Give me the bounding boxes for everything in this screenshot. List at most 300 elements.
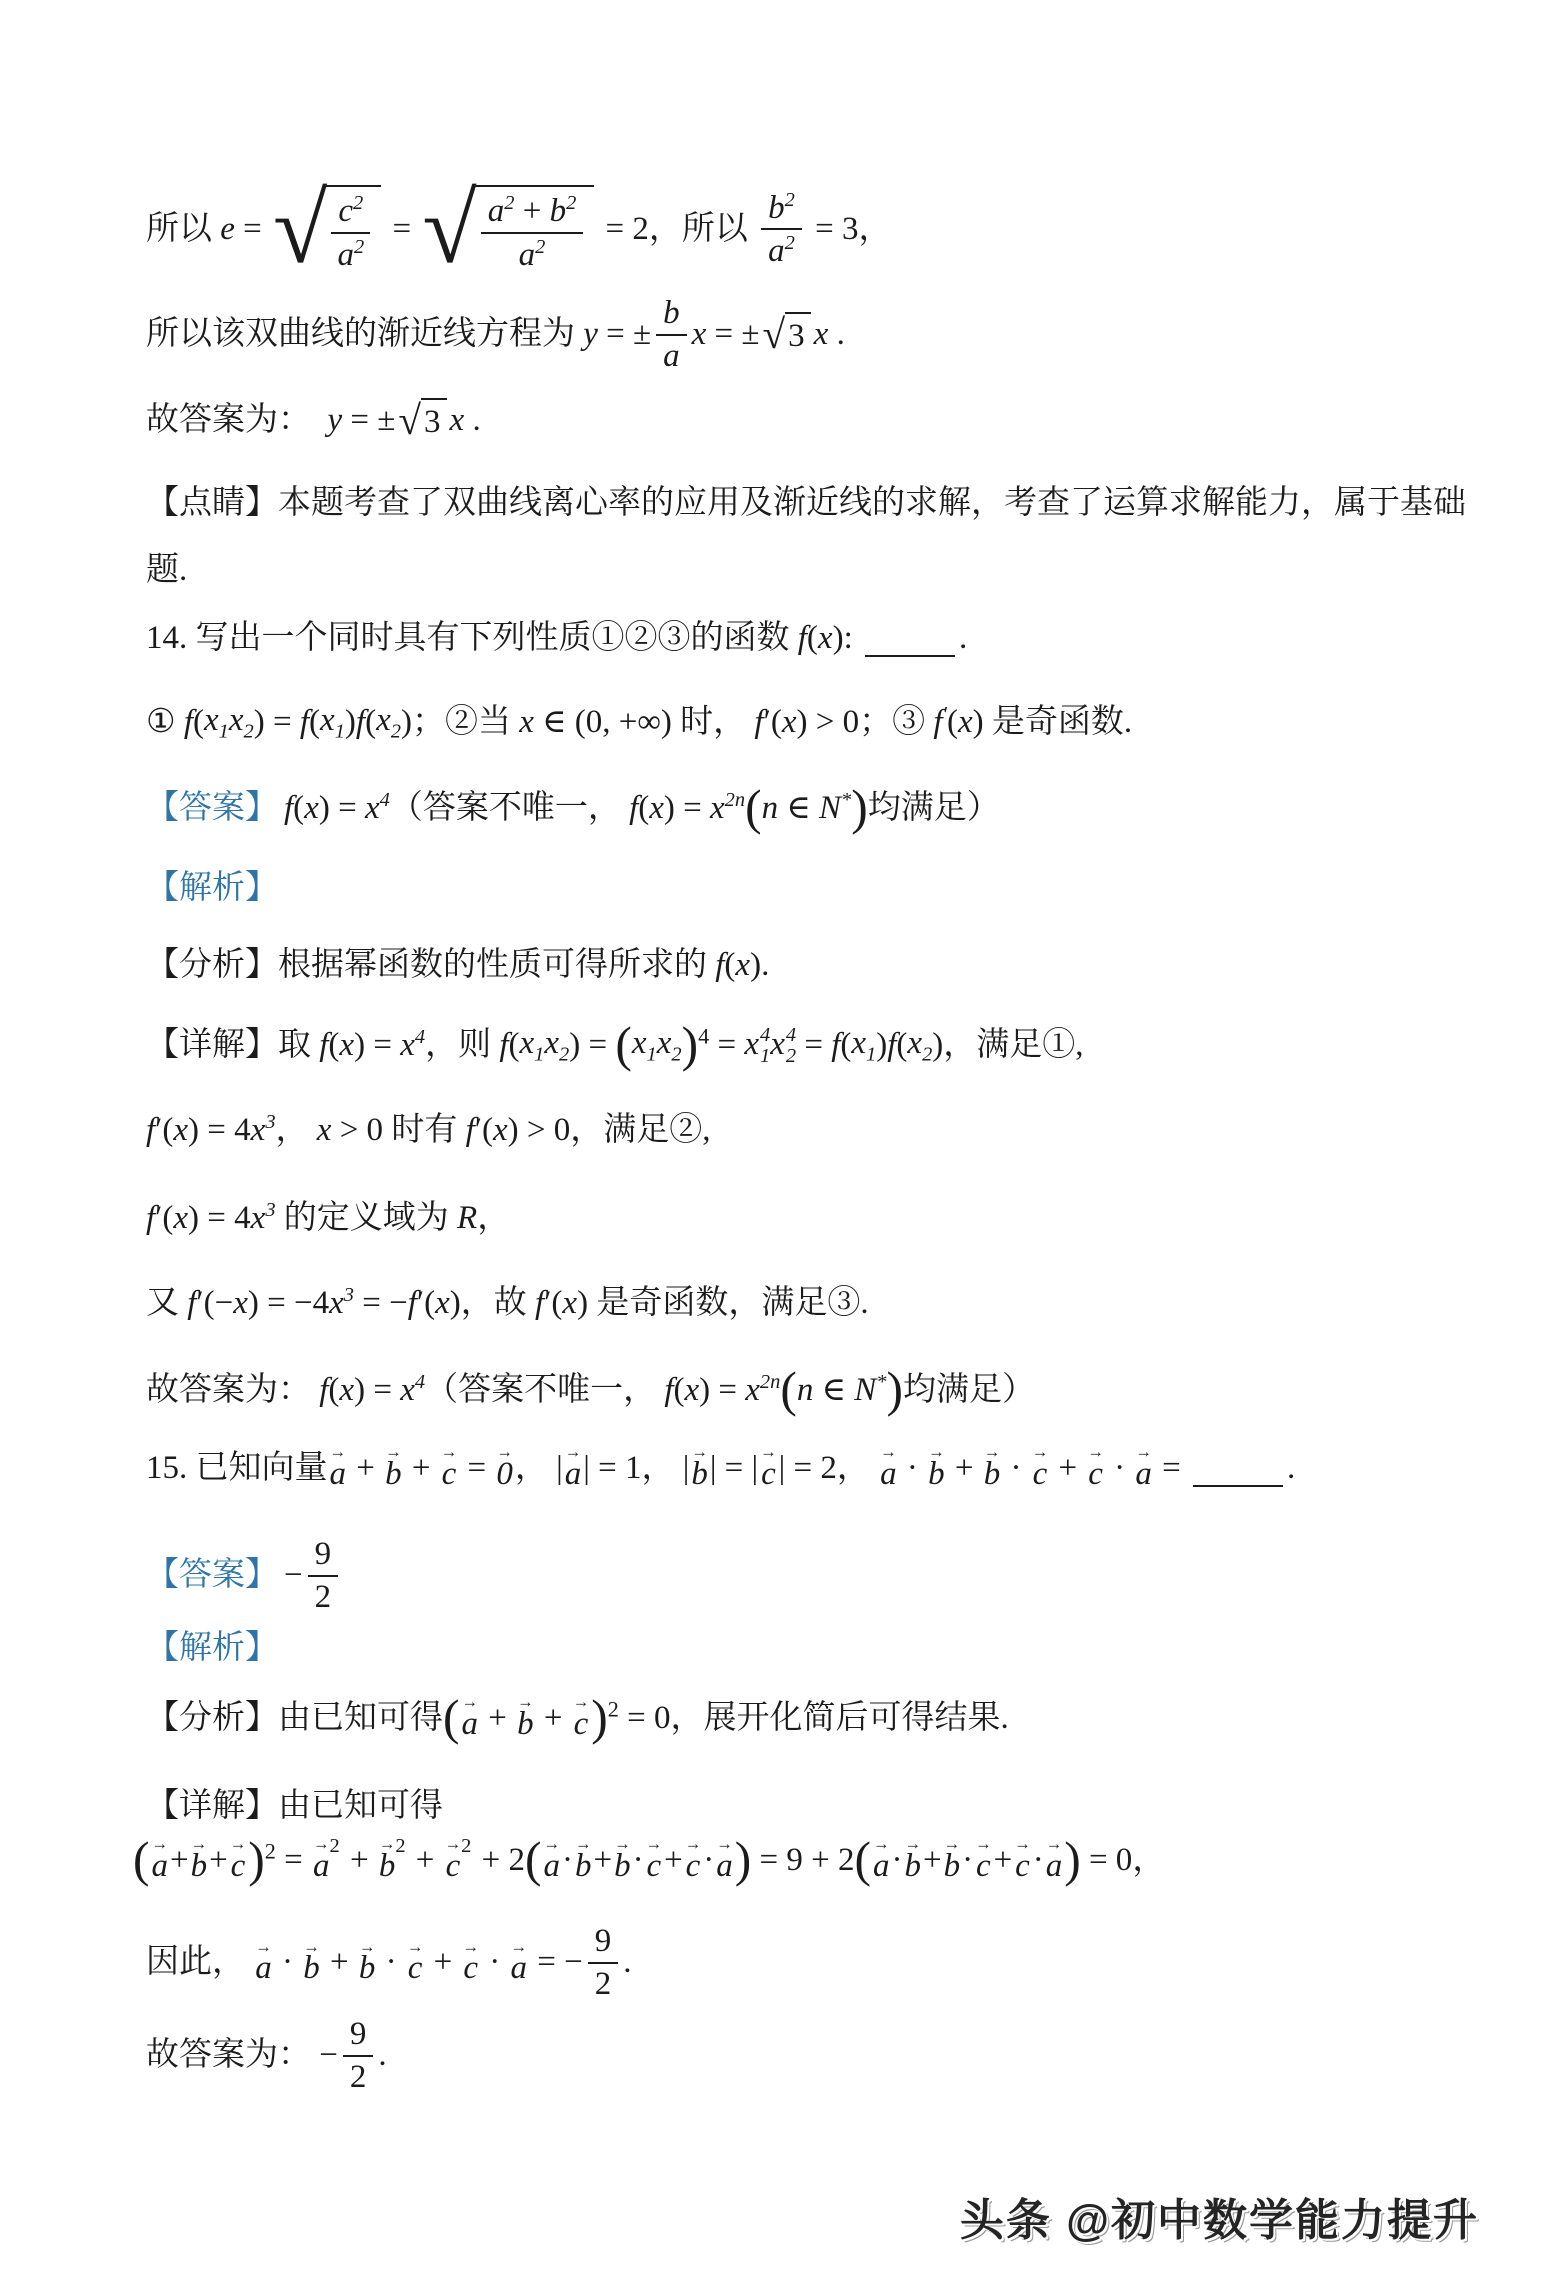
math-op: | <box>682 1449 690 1486</box>
vector: → c <box>440 1442 458 1492</box>
math-op: ) <box>344 703 356 740</box>
math-op: + <box>341 1841 377 1878</box>
vector: → b $^2$ <box>378 1834 406 1884</box>
math-op: )$^2$ <box>591 1690 619 1745</box>
text: 题. <box>146 552 188 588</box>
math-op: ∈ <box>778 789 820 826</box>
vector: → b <box>614 1834 631 1884</box>
math-var: $x^4$ <box>400 1370 426 1408</box>
math-op: = 0 <box>618 1699 671 1736</box>
vector: → b <box>943 1834 961 1884</box>
math-op: ( <box>673 1371 685 1408</box>
math-op: ) > 0 <box>796 703 860 740</box>
text: 【点睛】本题考查了双曲线离心率的应用及渐近线的求解，考查了运算求解能力，属于基础 <box>146 485 1466 521</box>
math-var: f <box>319 1026 329 1063</box>
section-label: 【解析】 <box>146 1630 278 1666</box>
math-var: x <box>173 1112 189 1148</box>
vector: → b <box>190 1834 208 1884</box>
math-op: + <box>1050 1449 1086 1486</box>
text: （答案不唯一， <box>425 1371 665 1408</box>
math-op: + <box>514 193 550 229</box>
line-dianjing-cont <box>146 550 187 591</box>
q14-xiangjie-1 <box>146 1017 1084 1073</box>
text: 均满足） <box>902 1371 1035 1408</box>
math-var: $x^4$ <box>400 1025 426 1063</box>
text: ， <box>641 1449 683 1486</box>
math-var: $a^2$ <box>337 235 365 273</box>
vector: → a <box>872 1834 890 1884</box>
math-op: = 2 <box>597 210 649 247</box>
math-var: f <box>664 1371 674 1408</box>
math-op: ) = −4 <box>247 1285 330 1321</box>
math-op: + <box>425 1944 461 1981</box>
math-op: = 0 <box>1080 1841 1133 1878</box>
math-op: · <box>891 1841 903 1878</box>
vector: → b <box>575 1834 592 1884</box>
text: ，展开化简后可得结果. <box>670 1699 1009 1736</box>
q14-conditions <box>146 700 1132 745</box>
text: 是奇函数，满足③. <box>588 1285 869 1321</box>
math-var: x <box>691 316 707 353</box>
math-op: ) <box>734 1832 752 1887</box>
math-var: f <box>355 703 366 740</box>
math-op: ( <box>525 1832 542 1887</box>
math-op: ) > 0 <box>507 1112 571 1148</box>
math-var: f <box>319 1371 329 1408</box>
q14-xiangjie-4 <box>146 1283 869 1324</box>
q15-xiangjie-label <box>146 1786 443 1827</box>
math-op: · <box>632 1841 644 1878</box>
math-op: 2 <box>594 1965 612 2002</box>
watermark: 头条 @初中数学能力提升 <box>959 2196 1479 2245</box>
math-op: ′( <box>155 1112 174 1148</box>
math-op: ) = 4 <box>188 1200 251 1236</box>
radical: √ 3 <box>763 312 811 357</box>
math-op: ( <box>328 1371 340 1408</box>
math-var: x <box>957 703 973 740</box>
text: 【详解】取 <box>146 1026 320 1063</box>
math-op: ′( <box>155 1200 174 1236</box>
vector: → c <box>975 1834 992 1884</box>
math-op: + <box>321 1944 357 1981</box>
math-op: · <box>1032 1841 1044 1878</box>
math-var: y <box>327 402 343 438</box>
text: ① <box>146 703 184 740</box>
math-var: x <box>339 1371 355 1408</box>
vector: → c <box>684 1834 702 1884</box>
math-var: $x^{2n}$ <box>745 1370 781 1408</box>
math-var: $x^3$ <box>250 1111 276 1148</box>
math-var: f <box>797 620 807 656</box>
vector: → a <box>543 1834 560 1884</box>
text: ，则 <box>425 1026 500 1063</box>
math-var: f <box>831 1026 841 1063</box>
math-op: 2 <box>724 788 735 811</box>
text: 故答案为： <box>146 402 328 438</box>
math-var: f <box>754 703 764 740</box>
text: 又 <box>146 1285 188 1321</box>
q14-final-answer <box>146 1362 1035 1417</box>
math-op: · <box>703 1841 715 1878</box>
text: 所以 <box>146 210 221 247</box>
line-answer-asymptote <box>146 398 481 443</box>
text: ，故 <box>460 1285 536 1321</box>
math-var: n <box>734 788 746 811</box>
q14-fenxi <box>146 945 769 986</box>
math-var: x <box>684 1371 700 1408</box>
text: . <box>623 1944 632 1981</box>
math-op: ′( <box>763 703 782 740</box>
text: 故答案为： <box>146 1371 320 1408</box>
math-op: − <box>319 2037 338 2074</box>
text: 【分析】由已知可得 <box>146 1699 443 1736</box>
text: 的定义域为 <box>275 1200 458 1236</box>
vector: → a <box>716 1834 733 1884</box>
text: ， <box>1132 1841 1166 1878</box>
math-var: e <box>220 210 235 247</box>
q15-expansion <box>133 1832 1166 1887</box>
section-label: 【答案】 <box>146 1557 278 1594</box>
vector: → c <box>572 1692 590 1742</box>
math-var: $x_2$ <box>907 1025 933 1066</box>
math-var: $a^2$ <box>518 235 546 273</box>
q15-final-answer <box>146 2016 387 2096</box>
fraction <box>761 189 802 271</box>
answer-blank <box>1193 1450 1283 1487</box>
math-op: ( <box>638 789 650 826</box>
text: ， <box>477 1200 511 1236</box>
math-op: ) <box>750 947 762 983</box>
math-var: f <box>284 789 294 826</box>
math-var: $c^2$ <box>338 192 364 229</box>
math-var: a <box>663 337 680 374</box>
math-op: )$^2$ <box>248 1832 276 1887</box>
q14-xiangjie-3 <box>146 1198 510 1239</box>
text: 所以该双曲线的渐近线方程为 <box>146 316 584 353</box>
text: 因此， <box>146 1944 254 1981</box>
math-op: 3 <box>788 318 805 355</box>
math-op: · <box>562 1841 573 1878</box>
math-op: ) = <box>354 1371 401 1408</box>
vector: → c <box>406 1936 424 1987</box>
math-op: ( <box>780 1362 797 1417</box>
vector: → c <box>760 1442 777 1492</box>
math-op: ( <box>193 703 205 740</box>
vector: → a <box>510 1936 527 1987</box>
text: 15. 已知向量 <box>146 1449 328 1486</box>
q14-stem <box>146 618 967 659</box>
text: ， <box>836 1449 879 1486</box>
math-var: $x_1$ <box>204 702 229 743</box>
math-op: ( <box>328 1026 340 1063</box>
math-op: · <box>377 1944 405 1981</box>
vector: → b <box>928 1442 945 1492</box>
math-op: = 3 <box>806 210 859 247</box>
math-var: f′ <box>933 702 947 740</box>
math-op: ∈ (0, +∞) <box>533 703 672 740</box>
text: ， <box>858 210 892 247</box>
math-op: = <box>1153 1449 1189 1486</box>
math-op: 9 <box>314 1536 332 1572</box>
fraction <box>588 1923 619 2003</box>
math-var: n <box>761 789 779 826</box>
math-op: ) <box>851 780 868 835</box>
vector: → a <box>329 1442 346 1492</box>
text: . <box>378 2037 387 2074</box>
math-op: · <box>1002 1449 1030 1486</box>
math-op: ′( <box>544 1285 563 1321</box>
text: 时有 <box>383 1112 466 1148</box>
math-var: f <box>407 1285 417 1321</box>
vector: → c <box>229 1834 247 1884</box>
text: 14. 写出一个同时具有下列性质①②③的函数 <box>146 620 798 656</box>
math-op: ) <box>886 1362 903 1417</box>
math-op: ) = <box>569 1026 616 1063</box>
math-var: x <box>813 316 829 353</box>
math-var: x <box>173 1200 189 1236</box>
math-var: x <box>233 1285 248 1321</box>
radical: √ 3 <box>398 398 446 443</box>
math-op: = <box>234 210 271 247</box>
math-var: x 4 1 <box>744 1023 771 1068</box>
vector: → b <box>517 1692 534 1742</box>
math-op: ) <box>932 1026 944 1063</box>
math-op: − <box>284 1557 303 1594</box>
math-op: + <box>407 1841 443 1878</box>
text: . <box>464 402 481 438</box>
vector: → c <box>1031 1442 1049 1492</box>
math-var: y <box>583 316 598 353</box>
math-var: x <box>562 1285 578 1321</box>
math-op: = <box>384 210 420 247</box>
math-var: $x_2$ <box>228 702 254 743</box>
vector: → b <box>904 1834 921 1884</box>
fraction <box>656 295 687 375</box>
math-op: ( <box>443 1690 460 1745</box>
vector: → c <box>645 1834 663 1884</box>
math-var: x 4 2 <box>770 1023 797 1068</box>
math-op: + <box>922 1841 942 1878</box>
math-op: ( <box>946 703 958 740</box>
math-op: + <box>209 1841 228 1878</box>
math-var: $x_2$ <box>376 702 401 743</box>
math-var: f <box>299 703 310 740</box>
math-op: = 9 + 2 <box>751 1841 855 1878</box>
math-op: ( <box>724 947 736 983</box>
text: 故答案为： <box>146 2037 320 2074</box>
section-label: 【解析】 <box>146 870 278 906</box>
math-op: 9 <box>594 1923 612 1959</box>
text: 【分析】根据幂函数的性质可得所求的 <box>146 947 716 983</box>
vector: → 0 <box>496 1442 513 1492</box>
math-var: $x^3$ <box>329 1284 354 1321</box>
math-op: ) <box>1064 1832 1081 1887</box>
math-op: ( <box>745 780 762 835</box>
math-op: ) <box>577 1285 589 1321</box>
q14-xiangjie-2 <box>146 1110 710 1151</box>
math-var: x <box>339 1026 355 1063</box>
math-op: + <box>535 1699 571 1736</box>
math-op: 2 <box>759 1370 771 1393</box>
vector: → b <box>691 1442 708 1492</box>
math-var: $b^2$ <box>549 192 577 229</box>
vector: → a <box>1045 1834 1063 1884</box>
math-op: : <box>843 620 861 656</box>
math-var: N* <box>854 1370 887 1408</box>
math-op: + <box>946 1449 982 1486</box>
text: ， <box>514 1449 557 1486</box>
math-var: $x_1$ <box>519 1025 545 1066</box>
math-var: $x_1$ <box>320 702 345 743</box>
math-var: f <box>187 1285 197 1321</box>
math-op: ) = <box>318 789 365 826</box>
math-var: x <box>304 789 319 826</box>
math-var: x <box>817 620 833 656</box>
fraction <box>331 192 370 274</box>
math-op: ) <box>972 703 984 740</box>
math-op: · <box>898 1449 927 1486</box>
math-op: = ± <box>597 316 652 353</box>
math-op: ′(− <box>196 1285 234 1321</box>
math-op: ( <box>508 1026 520 1063</box>
math-op: + <box>403 1449 439 1486</box>
text: 是奇函数. <box>983 703 1133 740</box>
text: ，满足②, <box>570 1112 711 1148</box>
math-var: N* <box>819 788 852 826</box>
math-op: ( <box>806 620 818 656</box>
math-op: + <box>169 1841 189 1878</box>
math-op: > 0 <box>331 1112 384 1148</box>
text: （答案不唯一， <box>389 789 630 826</box>
q15-stem <box>146 1442 1296 1492</box>
vector: → a $^2$ <box>312 1834 340 1884</box>
math-var: x <box>781 703 797 740</box>
math-op: | = 1 <box>583 1449 642 1486</box>
math-op: ( <box>615 1017 632 1073</box>
math-op: 3 <box>424 404 441 440</box>
text: . <box>959 620 968 656</box>
answer-blank <box>865 620 955 657</box>
q15-jiexi-label <box>146 1628 284 1669</box>
math-var: x <box>435 1285 450 1321</box>
vector: → b <box>358 1936 376 1987</box>
vector: → a <box>151 1834 168 1884</box>
vector: → a <box>461 1692 478 1742</box>
vector: → a <box>1135 1442 1152 1492</box>
math-op: = <box>275 1841 311 1878</box>
vector: → c <box>462 1936 479 1987</box>
math-var: $x_1$ <box>631 1025 657 1066</box>
math-var: f <box>146 1200 156 1236</box>
radical: √ $\frac{c^2}{a^2}$ <box>273 185 381 274</box>
math-var: f <box>887 1026 897 1063</box>
math-op: ′( <box>474 1112 493 1148</box>
math-op: · <box>273 1944 302 1981</box>
math-op: ( <box>896 1026 908 1063</box>
math-op: ( <box>365 703 377 740</box>
fraction <box>308 1536 339 1616</box>
vector: → a <box>880 1442 897 1492</box>
math-var: $x_2$ <box>544 1025 570 1066</box>
math-op: = <box>459 1449 495 1486</box>
line-dianjing-note <box>146 483 1466 524</box>
math-var: $x^4$ <box>364 788 390 826</box>
math-op: ) <box>449 1285 461 1321</box>
text: ， <box>275 1112 317 1148</box>
math-op: ) = <box>354 1026 401 1063</box>
math-var: f <box>535 1285 545 1321</box>
math-op: 2 <box>314 1578 332 1615</box>
vector: → c <box>1087 1442 1104 1492</box>
math-var: $x^3$ <box>250 1199 276 1236</box>
math-op: | = | <box>709 1449 759 1486</box>
vector: → b <box>303 1936 320 1987</box>
math-var: f <box>146 1112 156 1148</box>
math-var: x <box>492 1112 508 1148</box>
math-op: ( <box>854 1832 871 1887</box>
math-op: + 2 <box>473 1841 526 1878</box>
math-op: ( <box>309 703 321 740</box>
math-var: f <box>499 1026 509 1063</box>
math-var: x <box>519 703 534 740</box>
q14-answer <box>146 780 1000 835</box>
q15-fenxi <box>146 1690 1009 1745</box>
math-op: 9 <box>349 2016 367 2052</box>
text: . <box>1286 1449 1296 1486</box>
section-label: 【答案】 <box>146 789 278 826</box>
text: ；②当 <box>411 703 520 740</box>
text: 均满足） <box>867 789 1000 826</box>
vector: → c $^2$ <box>444 1834 472 1884</box>
math-var: x <box>735 947 751 983</box>
math-op: ) = 4 <box>188 1112 251 1148</box>
math-var: n <box>796 1371 814 1408</box>
math-var: f <box>629 789 639 826</box>
text: ；③ <box>859 703 934 740</box>
vector: → a <box>255 1936 272 1987</box>
math-op: ∈ <box>813 1371 855 1408</box>
math-op: ( <box>133 1832 150 1887</box>
math-var: f <box>715 947 725 983</box>
vector: → c <box>1014 1834 1031 1884</box>
math-var: n <box>770 1370 781 1393</box>
math-op: + <box>479 1699 516 1736</box>
math-var: $x_2$ <box>656 1025 682 1066</box>
vector: → a <box>564 1442 582 1492</box>
math-var: $b^2$ <box>768 188 795 226</box>
math-var: $x^{2n}$ <box>710 788 746 826</box>
text: . <box>761 947 770 983</box>
math-op: = ± <box>342 402 396 438</box>
math-op: ( <box>840 1026 852 1063</box>
math-op: = <box>796 1026 832 1063</box>
math-op: · <box>962 1841 974 1878</box>
radical: √ $\frac{a^2 + b^2}{a^2}$ <box>422 185 594 274</box>
vector: → b <box>385 1442 402 1492</box>
math-op: ) <box>832 620 844 656</box>
text: 时， <box>671 703 755 740</box>
math-op: ) = <box>663 789 710 826</box>
math-var: x <box>449 402 465 438</box>
text: ，满足①, <box>943 1026 1084 1063</box>
fraction <box>481 192 584 274</box>
math-op: 2 <box>349 2058 367 2095</box>
math-op: + <box>348 1449 384 1486</box>
line-eccentricity-eq <box>146 174 892 284</box>
math-var: x <box>649 789 664 826</box>
math-op: | = 2 <box>778 1449 837 1486</box>
math-op: = − <box>354 1285 408 1321</box>
